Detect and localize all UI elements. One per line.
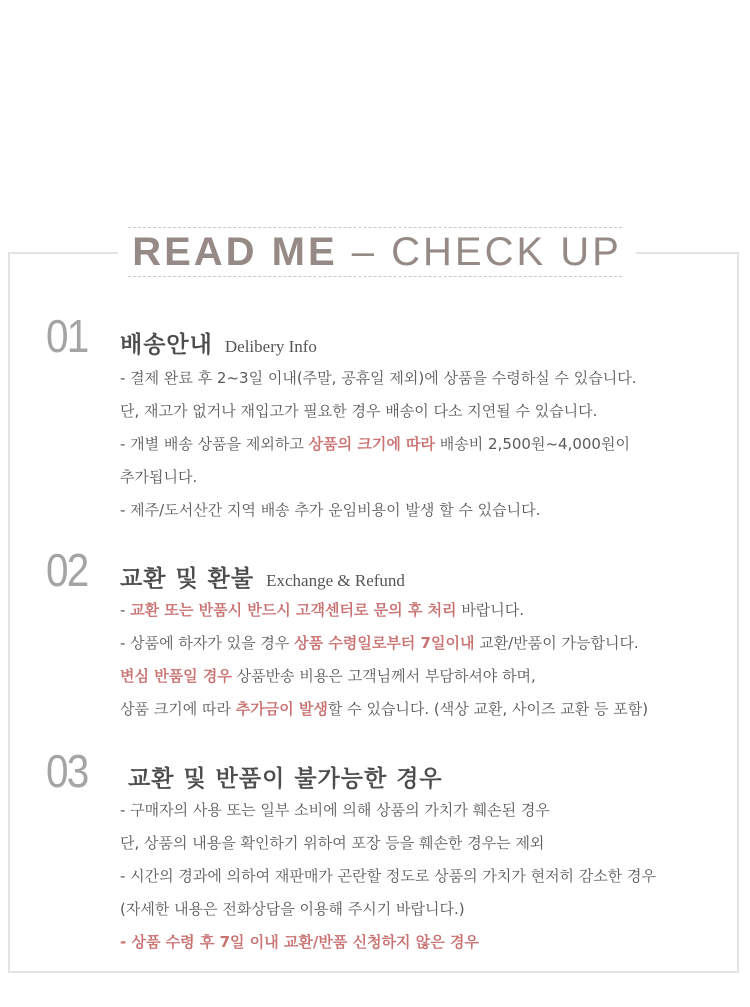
info-line bbox=[120, 932, 479, 952]
title-bold-part: READ ME bbox=[132, 230, 338, 274]
text-segment: - 결제 완료 후 2~3일 이내(주말, 공휴일 제외)에 상품을 수령하실 수 있습니다. bbox=[120, 369, 637, 387]
section-title: 배송안내 bbox=[120, 332, 213, 358]
highlighted-text: 상품의 크기에 따라 bbox=[308, 435, 436, 453]
section-title: 교환 및 반품이 불가능한 경우 bbox=[128, 766, 443, 792]
text-segment: 교환/반품이 가능합니다. bbox=[474, 634, 639, 652]
text-segment: - 구매자의 사용 또는 일부 소비에 의해 상품의 가치가 훼손된 경우 bbox=[120, 801, 550, 819]
text-segment: 바랍니다. bbox=[456, 601, 525, 619]
text-segment: 배송비 2,500원~4,000원이 bbox=[435, 435, 630, 453]
info-line bbox=[120, 434, 630, 454]
text-segment: 추가됩니다. bbox=[120, 468, 198, 486]
text-segment: - 제주/도서산간 지역 배송 추가 운임비용이 발생 할 수 있습니다. bbox=[120, 501, 541, 519]
title-top-divider bbox=[128, 227, 622, 228]
section-title: 교환 및 환불 bbox=[120, 566, 255, 592]
text-segment: (자세한 내용은 전화상담을 이용해 주시기 바랍니다.) bbox=[120, 900, 465, 918]
info-line bbox=[120, 633, 639, 653]
highlighted-text: - 상품 수령 후 7일 이내 교환/반품 신청하지 않은 경우 bbox=[120, 933, 479, 951]
text-segment: - 시간의 경과에 의하여 재판매가 곤란할 정도로 상품의 가치가 현저히 감소한 경우 bbox=[120, 867, 657, 885]
info-line bbox=[120, 833, 544, 853]
section-heading bbox=[120, 326, 317, 359]
highlighted-text: 변심 반품일 경우 bbox=[120, 667, 232, 685]
title-light-part: – CHECK UP bbox=[337, 230, 622, 274]
title-banner bbox=[118, 226, 636, 280]
info-line bbox=[120, 401, 597, 421]
info-line bbox=[120, 467, 197, 487]
page-title bbox=[118, 232, 636, 272]
section-heading bbox=[120, 560, 405, 593]
info-line bbox=[120, 800, 550, 820]
highlighted-text: 상품 수령일로부터 7일이내 bbox=[294, 634, 475, 652]
info-line bbox=[120, 500, 540, 520]
text-segment: 단, 상품의 내용을 확인하기 위하여 포장 등을 훼손한 경우는 제외 bbox=[120, 834, 545, 852]
text-segment: - 상품에 하자가 있을 경우 bbox=[120, 634, 295, 652]
highlighted-text: 추가금이 발생 bbox=[235, 700, 328, 718]
info-line bbox=[120, 899, 465, 919]
text-segment: - bbox=[120, 601, 131, 619]
section-number: 01 bbox=[46, 310, 88, 362]
info-line bbox=[120, 866, 656, 886]
info-line bbox=[120, 368, 636, 388]
text-segment: 할 수 있습니다. (색상 교환, 사이즈 교환 등 포함) bbox=[327, 700, 649, 718]
section-number: 03 bbox=[46, 745, 88, 797]
text-segment: - 개별 배송 상품을 제외하고 bbox=[120, 435, 309, 453]
title-bottom-divider bbox=[128, 276, 622, 277]
text-segment: 상품 크기에 따라 bbox=[120, 700, 236, 718]
info-line bbox=[120, 699, 648, 719]
section-subtitle: Delibery Info bbox=[224, 337, 317, 356]
section-subtitle: Exchange & Refund bbox=[266, 571, 405, 590]
section-number: 02 bbox=[46, 544, 88, 596]
text-segment: 단, 재고가 없거나 재입고가 필요한 경우 배송이 다소 지연될 수 있습니다. bbox=[120, 402, 598, 420]
info-line bbox=[120, 666, 536, 686]
highlighted-text: 교환 또는 반품시 반드시 고객센터로 문의 후 처리 bbox=[130, 601, 457, 619]
text-segment: 상품반송 비용은 고객님께서 부담하셔야 하며, bbox=[231, 667, 536, 685]
info-line bbox=[120, 600, 524, 620]
section-heading bbox=[128, 760, 443, 793]
